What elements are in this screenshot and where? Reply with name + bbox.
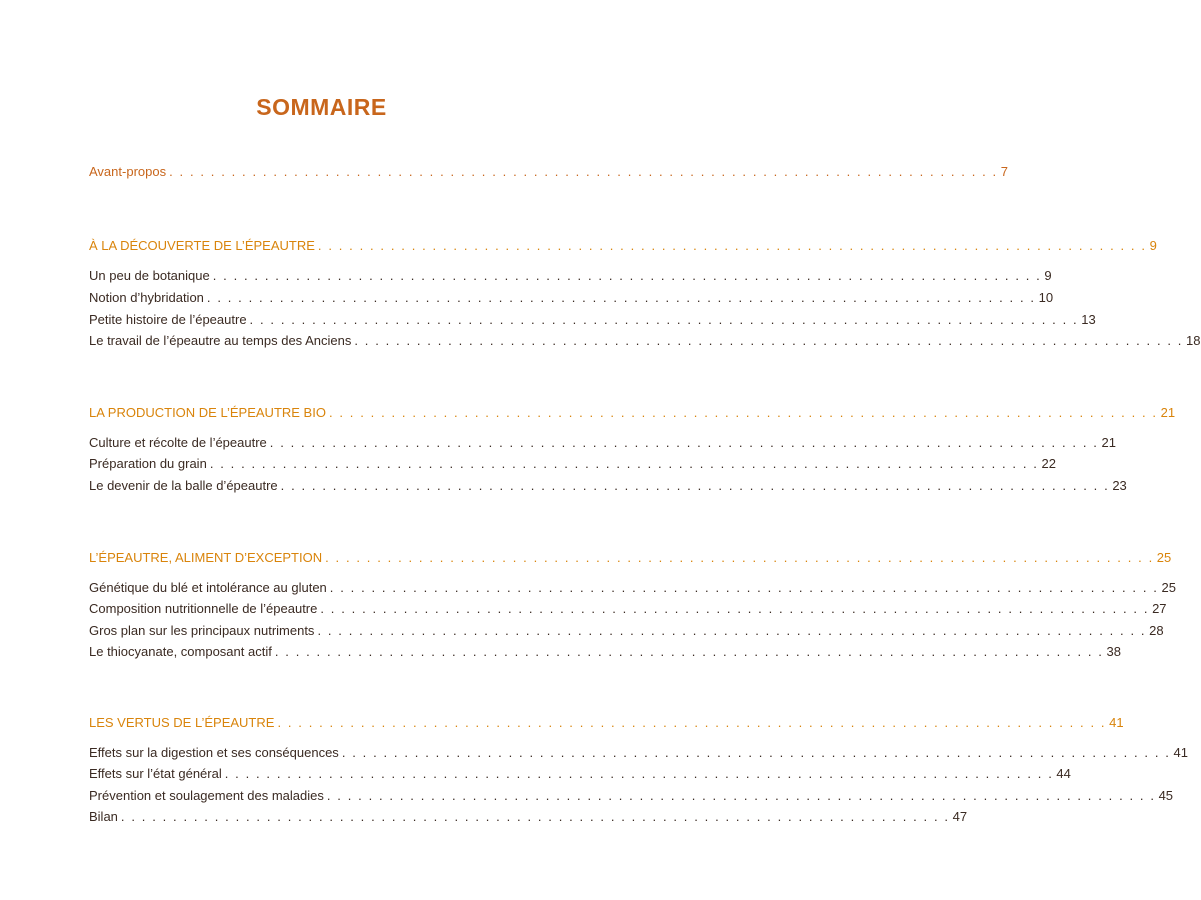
dot-leader: . . . . . . . . . . . . . . . . . . . . . . . . . . . . . . . . . . . . . . . . . . . . . . . . . . . . . . . . . . . . . . . . . . . . . . . . . . . . . . . . bbox=[320, 601, 1150, 616]
dot-leader: . . . . . . . . . . . . . . . . . . . . . . . . . . . . . . . . . . . . . . . . . . . . . . . . . . . . . . . . . . . . . . . . . . . . . . . . . . . . . . . . bbox=[325, 550, 1154, 565]
toc-page-number: 18 bbox=[1186, 333, 1201, 348]
dot-leader: . . . . . . . . . . . . . . . . . . . . . . . . . . . . . . . . . . . . . . . . . . . . . . . . . . . . . . . . . . . . . . . . . . . . . . . . . . . . . . . . bbox=[169, 164, 998, 179]
section-heading-label: À LA DÉCOUVERTE DE L’ÉPEAUTRE bbox=[89, 238, 315, 253]
toc-entry-label: Prévention et soulagement des maladies bbox=[89, 788, 324, 803]
toc-entry[interactable] bbox=[89, 310, 1096, 330]
dot-leader: . . . . . . . . . . . . . . . . . . . . . . . . . . . . . . . . . . . . . . . . . . . . . . . . . . . . . . . . . . . . . . . . . . . . . . . . . . . . . . . . bbox=[209, 456, 1039, 471]
dot-leader: . . . . . . . . . . . . . . . . . . . . . . . . . . . . . . . . . . . . . . . . . . . . . . . . . . . . . . . . . . . . . . . . . . . . . . . . . . . . . . . . bbox=[277, 715, 1107, 730]
dot-leader: . . . . . . . . . . . . . . . . . . . . . . . . . . . . . . . . . . . . . . . . . . . . . . . . . . . . . . . . . . . . . . . . . . . . . . . . . . . . . . . . bbox=[280, 478, 1110, 493]
toc-page-number: 47 bbox=[952, 809, 968, 824]
dot-leader: . . . . . . . . . . . . . . . . . . . . . . . . . . . . . . . . . . . . . . . . . . . . . . . . . . . . . . . . . . . . . . . . . . . . . . . . . . . . . . . . bbox=[341, 745, 1171, 760]
toc-page-number: 23 bbox=[1112, 478, 1127, 493]
toc-entry[interactable] bbox=[89, 454, 1056, 474]
dot-leader: . . . . . . . . . . . . . . . . . . . . . . . . . . . . . . . . . . . . . . . . . . . . . . . . . . . . . . . . . . . . . . . . . . . . . . . . . . . . . . . . bbox=[354, 333, 1184, 348]
toc-page-number: 22 bbox=[1041, 456, 1056, 471]
toc-entry[interactable] bbox=[89, 599, 1167, 619]
toc-entry-label: Culture et récolte de l’épeautre bbox=[89, 435, 267, 450]
toc-entry-label: Petite histoire de l’épeautre bbox=[89, 312, 247, 327]
toc-entry[interactable] bbox=[89, 288, 1054, 308]
toc-entry-label: Le travail de l’épeautre au temps des Anciens bbox=[89, 333, 352, 348]
toc-entry-label: Composition nutritionnelle de l’épeautre bbox=[89, 601, 318, 616]
toc-page-number: 9 bbox=[1149, 238, 1157, 253]
dot-leader: . . . . . . . . . . . . . . . . . . . . . . . . . . . . . . . . . . . . . . . . . . . . . . . . . . . . . . . . . . . . . . . . . . . . . . . . . . . . . . . . bbox=[120, 809, 950, 824]
section-heading-label: LA PRODUCTION DE L’ÉPEAUTRE BIO bbox=[89, 405, 326, 420]
dot-leader: . . . . . . . . . . . . . . . . . . . . . . . . . . . . . . . . . . . . . . . . . . . . . . . . . . . . . . . . . . . . . . . . . . . . . . . . . . . . . . . . bbox=[269, 435, 1099, 450]
toc-entry-label: Bilan bbox=[89, 809, 118, 824]
dot-leader: . . . . . . . . . . . . . . . . . . . . . . . . . . . . . . . . . . . . . . . . . . . . . . . . . . . . . . . . . . . . . . . . . . . . . . . . . . . . . . . . bbox=[274, 644, 1104, 659]
toc-page-number: 28 bbox=[1149, 623, 1164, 638]
toc-entry[interactable] bbox=[89, 786, 1174, 806]
toc-page-number: 7 bbox=[1000, 164, 1009, 179]
dot-leader: . . . . . . . . . . . . . . . . . . . . . . . . . . . . . . . . . . . . . . . . . . . . . . . . . . . . . . . . . . . . . . . . . . . . . . . . . . . . . . . . bbox=[317, 238, 1147, 253]
toc-entry-label: Génétique du blé et intolérance au gluten bbox=[89, 580, 327, 595]
toc-page-number: 13 bbox=[1081, 312, 1096, 327]
toc-page-number: 25 bbox=[1161, 580, 1176, 595]
toc-entry-label: Effets sur la digestion et ses conséquences bbox=[89, 745, 339, 760]
dot-leader: . . . . . . . . . . . . . . . . . . . . . . . . . . . . . . . . . . . . . . . . . . . . . . . . . . . . . . . . . . . . . . . . . . . . . . . . . . . . . . . . bbox=[329, 580, 1159, 595]
toc-entry-label: Le thiocyanate, composant actif bbox=[89, 644, 272, 659]
toc-page-number: 9 bbox=[1044, 268, 1052, 283]
toc-entry[interactable] bbox=[89, 476, 1127, 496]
toc-entry[interactable] bbox=[89, 642, 1121, 662]
dot-leader: . . . . . . . . . . . . . . . . . . . . . . . . . . . . . . . . . . . . . . . . . . . . . . . . . . . . . . . . . . . . . . . . . . . . . . . . . . . . . . . . bbox=[326, 788, 1156, 803]
section-heading-label: L’ÉPEAUTRE, ALIMENT D’EXCEPTION bbox=[89, 550, 323, 565]
toc-section-heading[interactable] bbox=[89, 403, 1176, 423]
dot-leader: . . . . . . . . . . . . . . . . . . . . . . . . . . . . . . . . . . . . . . . . . . . . . . . . . . . . . . . . . . . . . . . . . . . . . . . . . . . . . . . . bbox=[328, 405, 1158, 420]
toc-entry[interactable] bbox=[89, 578, 1176, 598]
toc-page-number: 27 bbox=[1152, 601, 1167, 616]
toc-entry[interactable] bbox=[89, 764, 1071, 784]
toc-entry-label: Effets sur l’état général bbox=[89, 766, 222, 781]
toc-page-number: 10 bbox=[1038, 290, 1054, 305]
toc-section-heading[interactable] bbox=[89, 548, 1172, 568]
toc-page-number: 45 bbox=[1158, 788, 1174, 803]
toc-entry-label: Notion d’hybridation bbox=[89, 290, 204, 305]
dot-leader: . . . . . . . . . . . . . . . . . . . . . . . . . . . . . . . . . . . . . . . . . . . . . . . . . . . . . . . . . . . . . . . . . . . . . . . . . . . . . . . . bbox=[317, 623, 1147, 638]
toc-page-number: 41 bbox=[1173, 745, 1188, 760]
toc-entry[interactable] bbox=[89, 266, 1052, 286]
toc-intro-row[interactable] bbox=[89, 162, 1009, 182]
toc-entry-label: Un peu de botanique bbox=[89, 268, 210, 283]
toc-entry-label: Préparation du grain bbox=[89, 456, 207, 471]
toc-section-heading[interactable] bbox=[89, 236, 1157, 256]
toc-entry-label: Avant-propos bbox=[89, 164, 167, 179]
dot-leader: . . . . . . . . . . . . . . . . . . . . . . . . . . . . . . . . . . . . . . . . . . . . . . . . . . . . . . . . . . . . . . . . . . . . . . . . . . . . . . . . bbox=[224, 766, 1054, 781]
page-title: SOMMAIRE bbox=[256, 94, 387, 120]
toc-page-number: 21 bbox=[1160, 405, 1176, 420]
toc-page-number: 25 bbox=[1156, 550, 1172, 565]
toc-page-number: 38 bbox=[1106, 644, 1121, 659]
toc-entry-label: Le devenir de la balle d’épeautre bbox=[89, 478, 278, 493]
toc-section-heading[interactable] bbox=[89, 713, 1124, 733]
toc-entry[interactable] bbox=[89, 331, 1201, 351]
dot-leader: . . . . . . . . . . . . . . . . . . . . . . . . . . . . . . . . . . . . . . . . . . . . . . . . . . . . . . . . . . . . . . . . . . . . . . . . . . . . . . . . bbox=[212, 268, 1042, 283]
toc-entry[interactable] bbox=[89, 621, 1164, 641]
toc-page-number: 44 bbox=[1056, 766, 1071, 781]
toc-entry-label: Gros plan sur les principaux nutriments bbox=[89, 623, 315, 638]
dot-leader: . . . . . . . . . . . . . . . . . . . . . . . . . . . . . . . . . . . . . . . . . . . . . . . . . . . . . . . . . . . . . . . . . . . . . . . . . . . . . . . . bbox=[249, 312, 1079, 327]
toc-page-number: 21 bbox=[1101, 435, 1116, 450]
toc-entry[interactable] bbox=[89, 807, 968, 827]
section-heading-label: LES VERTUS DE L’ÉPEAUTRE bbox=[89, 715, 275, 730]
toc-entry[interactable] bbox=[89, 743, 1188, 763]
dot-leader: . . . . . . . . . . . . . . . . . . . . . . . . . . . . . . . . . . . . . . . . . . . . . . . . . . . . . . . . . . . . . . . . . . . . . . . . . . . . . . . . bbox=[206, 290, 1036, 305]
toc-page-number: 41 bbox=[1109, 715, 1124, 730]
toc-entry[interactable] bbox=[89, 433, 1116, 453]
